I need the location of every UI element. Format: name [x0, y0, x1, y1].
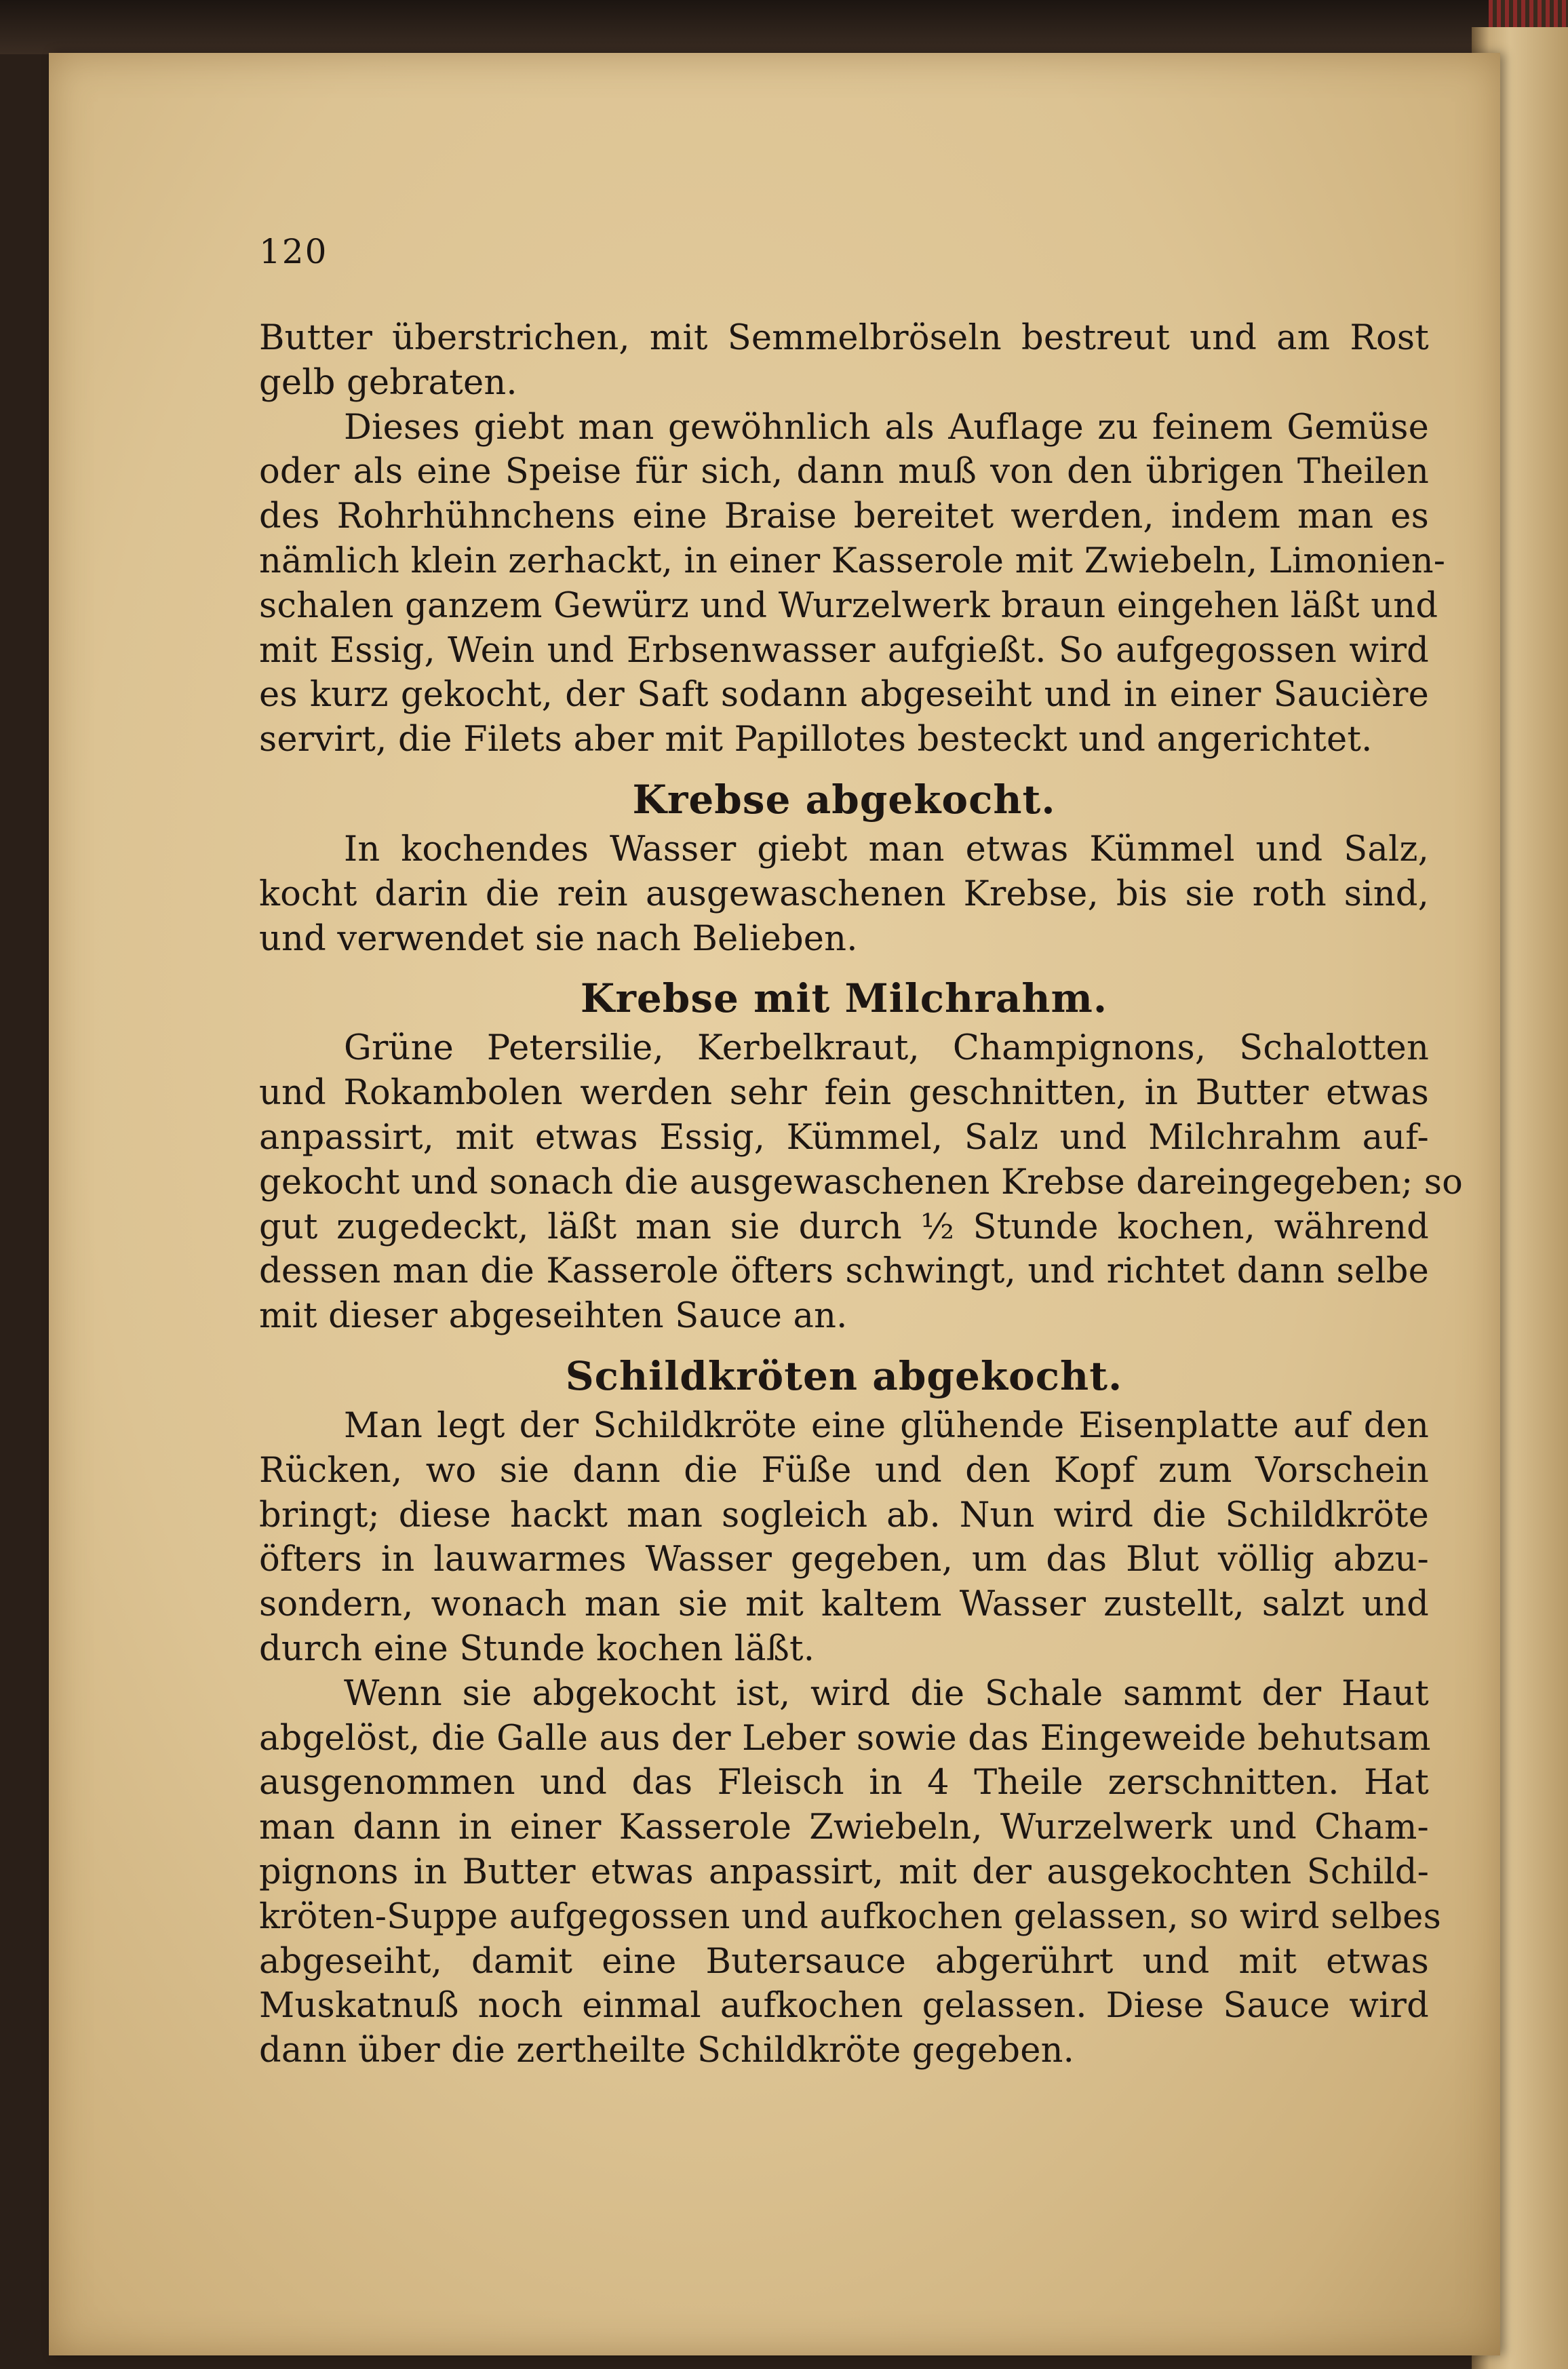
text-line: gut zugedeckt, läßt man sie durch ½ Stunde kochen, während [259, 1207, 1429, 1247]
text-line: Grüne Petersilie, Kerbelkraut, Champignons, Schalotten [344, 1028, 1429, 1069]
recipe-heading: Krebse abgekocht. [632, 776, 1056, 823]
text-line: anpassirt, mit etwas Essig, Kümmel, Salz und Milchrahm auf- [259, 1117, 1429, 1158]
text-line: abgeseiht, damit eine Butersauce abgerührt und mit etwas [259, 1941, 1429, 1982]
text-line: ausgenommen und das Fleisch in 4 Theile zerschnitten. Hat [259, 1763, 1429, 1803]
text-line: Man legt der Schildkröte eine glühende Eisenplatte auf den [344, 1405, 1429, 1446]
text-line: mit dieser abgeseihten Sauce an. [259, 1296, 848, 1337]
scan-backdrop [0, 0, 1568, 54]
text-line: Butter überstrichen, mit Semmelbröseln bestreut und am Rost [259, 318, 1429, 358]
text-line: kocht darin die rein ausgewaschenen Krebse, bis sie roth sind, [259, 874, 1429, 914]
text-line: pignons in Butter etwas anpassirt, mit der ausgekochten Schild- [259, 1852, 1429, 1892]
recipe-heading: Krebse mit Milchrahm. [580, 975, 1108, 1022]
text-line: dann über die zertheilte Schildkröte gegeben. [259, 2031, 1075, 2071]
text-line: dessen man die Kasserole öfters schwingt, und richtet dann selbe [259, 1251, 1429, 1292]
text-line: Wenn sie abgekocht ist, wird die Schale sammt der Haut [344, 1673, 1429, 1714]
text-line: sondern, wonach man sie mit kaltem Wasser zustellt, salzt und [259, 1584, 1429, 1625]
text-line: Muskatnuß noch einmal aufkochen gelassen. Diese Sauce wird [259, 1986, 1429, 2027]
text-line: mit Essig, Wein und Erbsenwasser aufgießt. So aufgegossen wird [259, 630, 1429, 671]
text-line: bringt; diese hackt man sogleich ab. Nun wird die Schildkröte [259, 1495, 1429, 1535]
text-line: gelb gebraten. [259, 362, 517, 403]
text-line: gekocht und sonach die ausgewaschenen Krebse dareingegeben; so [259, 1162, 1464, 1202]
text-line: und Rokambolen werden sehr fein geschnitten, in Butter etwas [259, 1073, 1429, 1114]
text-line: nämlich klein zerhackt, in einer Kasserole mit Zwiebeln, Limonien- [259, 541, 1446, 581]
book-page [49, 53, 1500, 2355]
text-line: servirt, die Filets aber mit Papillotes besteckt und angerichtet. [259, 720, 1373, 760]
text-line: und verwendet sie nach Belieben. [259, 918, 858, 959]
text-line: durch eine Stunde kochen läßt. [259, 1628, 815, 1669]
text-line: man dann in einer Kasserole Zwiebeln, Wurzelwerk und Cham- [259, 1807, 1429, 1848]
text-line: Rücken, wo sie dann die Füße und den Kopf zum Vorschein [259, 1450, 1429, 1491]
text-line: oder als eine Speise für sich, dann muß von den übrigen Theilen [259, 452, 1429, 492]
body-text [259, 316, 1464, 2073]
text-line: kröten-Suppe aufgegossen und aufkochen gelassen, so wird selbes [259, 1896, 1441, 1937]
text-line: des Rohrhühnchens eine Braise bereitet werden, indem man es [259, 496, 1429, 537]
text-line: schalen ganzem Gewürz und Wurzelwerk braun eingehen läßt und [259, 585, 1438, 626]
text-line: abgelöst, die Galle aus der Leber sowie das Eingeweide behutsam [259, 1718, 1431, 1759]
text-line: Dieses giebt man gewöhnlich als Auflage zu feinem Gemüse [344, 407, 1429, 448]
page-number: 120 [259, 232, 328, 271]
text-line: es kurz gekocht, der Saft sodann abgeseiht und in einer Saucière [259, 675, 1429, 716]
recipe-heading: Schildkröten abgekocht. [565, 1352, 1123, 1399]
text-line: öfters in lauwarmes Wasser gegeben, um das Blut völlig abzu- [259, 1540, 1429, 1580]
text-line: In kochendes Wasser giebt man etwas Kümmel und Salz, [344, 829, 1429, 869]
